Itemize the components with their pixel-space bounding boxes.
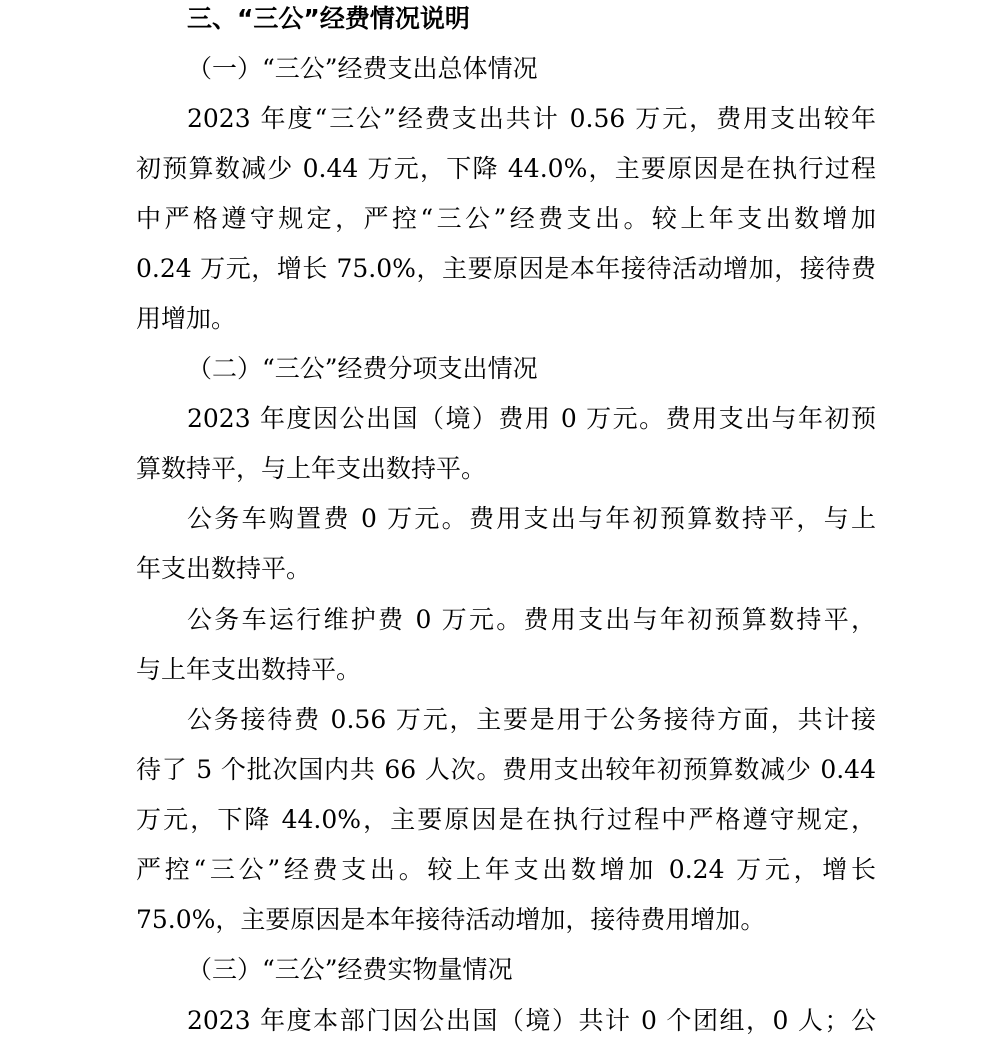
paragraph-line: 万元，下降 44.0%，主要原因是在执行过程中严格遵守规定， [136,805,876,834]
paragraph-line: 公务车运行维护费 0 万元。费用支出与年初预算数持平， [187,605,876,634]
section-heading: 三、“三公”经费情况说明 [187,4,470,33]
paragraph-line: 2023 年度因公出国（境）费用 0 万元。费用支出与年初预 [187,404,876,433]
paragraph-line: 75.0%，主要原因是本年接待活动增加，接待费用增加。 [136,905,766,934]
paragraph-line: 待了 5 个批次国内共 66 人次。费用支出较年初预算数减少 0.44 [136,755,876,784]
paragraph-line: 公务车购置费 0 万元。费用支出与年初预算数持平，与上 [187,504,876,533]
paragraph-line: 用增加。 [136,304,237,333]
paragraph-line: 年支出数持平。 [136,554,312,583]
paragraph-line: 2023 年度本部门因公出国（境）共计 0 个团组，0 人；公 [187,1006,876,1035]
paragraph-line: 与上年支出数持平。 [136,655,362,684]
paragraph-line: 公务接待费 0.56 万元，主要是用于公务接待方面，共计接 [187,705,876,734]
subheading-itemized: （二）“三公”经费分项支出情况 [187,354,538,383]
subheading-physical: （三）“三公”经费实物量情况 [187,955,513,984]
paragraph-line: 0.24 万元，增长 75.0%，主要原因是本年接待活动增加，接待费 [136,254,876,283]
paragraph-line: 初预算数减少 0.44 万元，下降 44.0%，主要原因是在执行过程 [136,154,876,183]
paragraph-line: 算数持平，与上年支出数持平。 [136,454,487,483]
paragraph-line: 严控“三公”经费支出。较上年支出数增加 0.24 万元，增长 [136,855,876,884]
paragraph-line: 中严格遵守规定，严控“三公”经费支出。较上年支出数增加 [136,204,876,233]
subheading-overall: （一）“三公”经费支出总体情况 [187,54,538,83]
paragraph-line: 2023 年度“三公”经费支出共计 0.56 万元，费用支出较年 [187,104,876,133]
